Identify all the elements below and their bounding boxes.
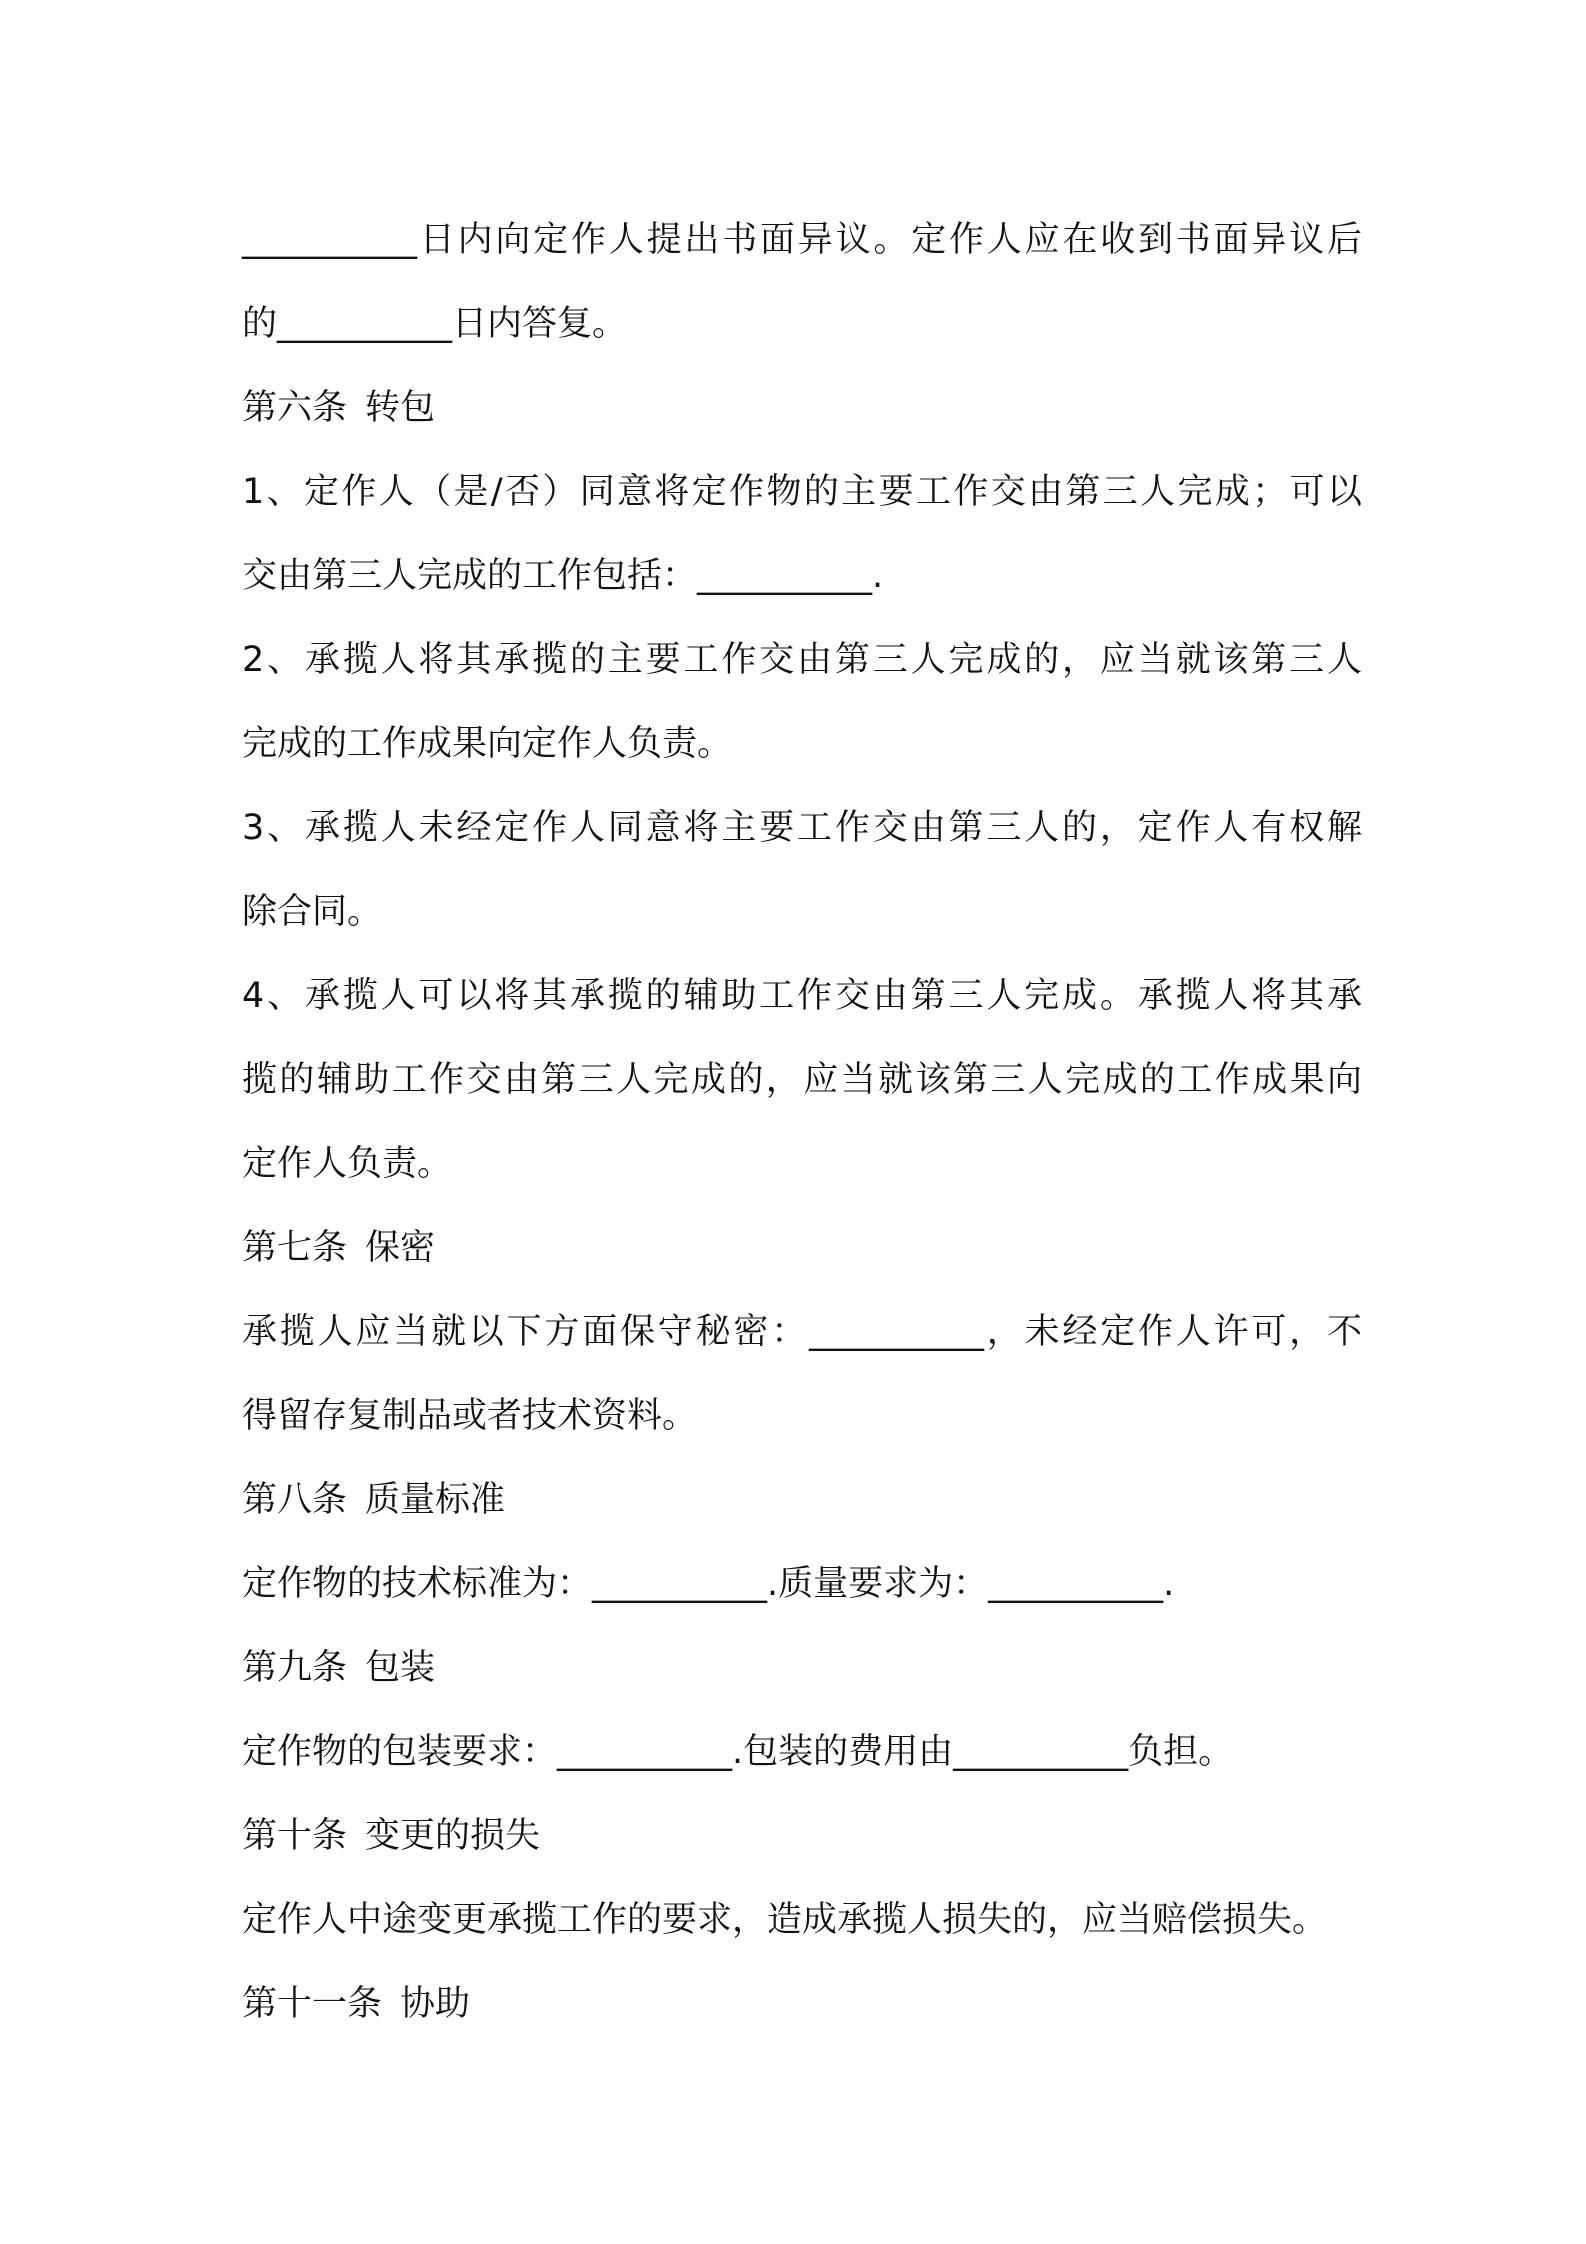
- paragraph-line: 完成的工作成果向定作人负责。: [242, 724, 733, 764]
- paragraph-line: 2、承揽人将其承揽的主要工作交由第三人完成的，应当就该第三人: [242, 640, 1362, 680]
- paragraph-line: __________日内向定作人提出书面异议。定作人应在收到书面异议后: [242, 220, 1362, 260]
- article-number: 第九条: [242, 1648, 348, 1688]
- paragraph-line: 定作物的技术标准为：__________.质量要求为：__________.: [242, 1564, 1175, 1604]
- document-body: [242, 198, 1362, 2046]
- paragraph-line: 揽的辅助工作交由第三人完成的，应当就该第三人完成的工作成果向: [242, 1060, 1362, 1100]
- article-title: 包装: [365, 1648, 436, 1688]
- paragraph-line: 的__________日内答复。: [242, 304, 628, 344]
- paragraph-line: 定作人负责。: [242, 1144, 453, 1184]
- paragraph-line: 3、承揽人未经定作人同意将主要工作交由第三人的，定作人有权解: [242, 808, 1362, 848]
- article-title: 质量标准: [365, 1480, 506, 1520]
- article-number: 第六条: [242, 388, 348, 428]
- paragraph-line: 除合同。: [242, 892, 383, 932]
- article-number: 第十条: [242, 1816, 348, 1856]
- article-title: 变更的损失: [365, 1816, 541, 1856]
- article-heading: [242, 1962, 1362, 2046]
- article-number: 第八条: [242, 1480, 348, 1520]
- article-heading: [242, 1458, 1362, 1542]
- article-heading: [242, 366, 1362, 450]
- article-title: 协助: [400, 1984, 471, 2024]
- paragraph-line: 定作物的包装要求：__________.包装的费用由__________负担。: [242, 1732, 1234, 1772]
- article-number: 第七条: [242, 1228, 348, 1268]
- article-heading: [242, 1794, 1362, 1878]
- article-title: 转包: [365, 388, 436, 428]
- paragraph-line: 交由第三人完成的工作包括：__________.: [242, 556, 884, 596]
- paragraph-line: 4、承揽人可以将其承揽的辅助工作交由第三人完成。承揽人将其承: [242, 976, 1362, 1016]
- paragraph-line: 定作人中途变更承揽工作的要求，造成承揽人损失的，应当赔偿损失。: [242, 1900, 1328, 1940]
- paragraph-line: 承揽人应当就以下方面保守秘密：__________，未经定作人许可，不: [242, 1312, 1362, 1352]
- paragraph-line: 1、定作人（是/否）同意将定作物的主要工作交由第三人完成；可以: [242, 472, 1362, 512]
- article-heading: [242, 1206, 1362, 1290]
- article-heading: [242, 1626, 1362, 1710]
- article-title: 保密: [365, 1228, 436, 1268]
- article-number: 第十一条: [242, 1984, 383, 2024]
- paragraph-line: 得留存复制品或者技术资料。: [242, 1396, 698, 1436]
